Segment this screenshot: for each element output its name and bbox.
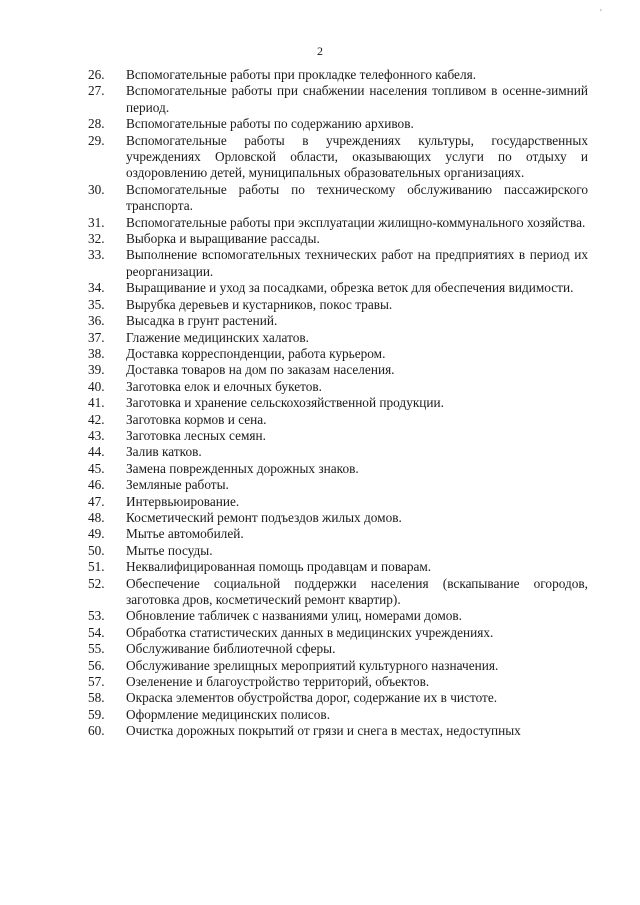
item-text: Заготовка кормов и сена.	[126, 411, 267, 427]
item-number: 50.	[88, 542, 105, 558]
list-item	[88, 215, 588, 231]
list-item	[88, 231, 588, 247]
scan-artifact-mark: '	[600, 8, 602, 19]
list-item	[88, 494, 588, 510]
item-number: 58.	[88, 690, 105, 706]
item-text: Обеспечение социальной поддержки населения (вскапывание огородов, заготовка дров, косметический ремонт квартир).	[126, 575, 588, 607]
item-number: 60.	[88, 723, 105, 739]
item-text: Окраска элементов обустройства дорог, содержание их в чистоте.	[126, 690, 498, 706]
item-number: 37.	[88, 329, 105, 345]
item-number: 46.	[88, 477, 105, 493]
item-number: 32.	[88, 231, 105, 247]
item-number: 52.	[88, 575, 105, 591]
list-item	[88, 280, 588, 296]
list-item	[88, 510, 588, 526]
item-text: Вспомогательные работы по техническому обслуживанию пассажирского транспорта.	[126, 181, 588, 214]
list-item	[88, 461, 588, 477]
item-number: 31.	[88, 214, 105, 230]
item-text: Вырубка деревьев и кустарников, покос травы.	[126, 296, 393, 312]
item-text: Озеленение и благоустройство территорий, объектов.	[126, 674, 430, 690]
item-number: 51.	[88, 559, 105, 575]
item-text: Глажение медицинских халатов.	[126, 329, 309, 345]
item-text: Обработка статистических данных в медицинских учреждениях.	[126, 624, 494, 640]
item-text: Залив катков.	[126, 444, 202, 460]
item-number: 39.	[88, 362, 105, 378]
item-text: Выполнение вспомогательных технических работ на предприятиях в период их реорганизации.	[126, 247, 588, 279]
item-number: 55.	[88, 641, 105, 657]
list-item	[88, 641, 588, 657]
item-text: Мытье посуды.	[126, 542, 213, 558]
list-item	[88, 330, 588, 346]
list-item	[88, 247, 588, 280]
item-text: Замена поврежденных дорожных знаков.	[126, 460, 359, 476]
item-number: 34.	[88, 280, 105, 296]
list-item	[88, 412, 588, 428]
item-text: Мытье автомобилей.	[126, 526, 244, 542]
list-item	[88, 658, 588, 674]
item-number: 53.	[88, 608, 105, 624]
list-item	[88, 297, 588, 313]
list-item	[88, 674, 588, 690]
item-text: Выращивание и уход за посадками, обрезка веток для обеспечения видимости.	[126, 280, 574, 296]
item-text: Земляные работы.	[126, 477, 229, 493]
item-text: Обслуживание библиотечной сферы.	[126, 641, 336, 657]
item-number: 42.	[88, 411, 105, 427]
item-text: Вспомогательные работы при снабжении населения топливом в осенне-зимний период.	[126, 83, 588, 115]
item-number: 45.	[88, 460, 105, 476]
list-item	[88, 67, 588, 83]
list-item	[88, 182, 588, 215]
item-text: Обновление табличек с названиями улиц, номерами домов.	[126, 608, 463, 624]
list-item	[88, 116, 588, 132]
item-number: 49.	[88, 526, 105, 542]
item-text: Оформление медицинских полисов.	[126, 706, 331, 722]
item-number: 54.	[88, 624, 105, 640]
item-text: Выборка и выращивание рассады.	[126, 231, 320, 247]
item-text: Вспомогательные работы по содержанию архивов.	[126, 116, 414, 132]
list-item	[88, 576, 588, 609]
list-item	[88, 444, 588, 460]
list-item	[88, 133, 588, 182]
item-text: Интервьюирование.	[126, 493, 240, 509]
item-number: 38.	[88, 345, 105, 361]
list-item	[88, 362, 588, 378]
item-number: 28.	[88, 116, 105, 132]
item-number: 30.	[88, 181, 105, 197]
item-number: 59.	[88, 706, 105, 722]
list-item	[88, 395, 588, 411]
item-text: Заготовка елок и елочных букетов.	[126, 378, 322, 394]
item-text: Обслуживание зрелищных мероприятий культурного назначения.	[126, 657, 499, 673]
numbered-list	[88, 67, 588, 740]
page-number: 2	[317, 44, 323, 58]
item-number: 40.	[88, 378, 105, 394]
item-text: Доставка товаров на дом по заказам населения.	[126, 362, 395, 378]
item-number: 56.	[88, 657, 105, 673]
item-number: 36.	[88, 313, 105, 329]
list-item	[88, 559, 588, 575]
item-text: Вспомогательные работы в учреждениях культуры, государственных учреждениях Орловской области, оказывающих услуги по отдыху и оздоровлению детей, муниципальных образовательных организациях.	[126, 132, 588, 181]
list-item	[88, 83, 588, 116]
item-number: 47.	[88, 493, 105, 509]
list-item	[88, 379, 588, 395]
list-item	[88, 707, 588, 723]
list-item	[88, 428, 588, 444]
item-number: 26.	[88, 67, 105, 82]
item-text: Косметический ремонт подъездов жилых домов.	[126, 509, 402, 525]
item-text: Заготовка лесных семян.	[126, 427, 266, 443]
list-item	[88, 477, 588, 493]
item-text: Заготовка и хранение сельскохозяйственной продукции.	[126, 395, 444, 411]
item-number: 29.	[88, 132, 105, 148]
list-item	[88, 543, 588, 559]
item-number: 57.	[88, 674, 105, 690]
item-number: 43.	[88, 427, 105, 443]
list-item	[88, 723, 588, 739]
item-text: Вспомогательные работы при прокладке телефонного кабеля.	[126, 67, 477, 82]
item-text: Высадка в грунт растений.	[126, 313, 278, 329]
item-number: 48.	[88, 509, 105, 525]
item-text: Очистка дорожных покрытий от грязи и снега в местах, недоступных	[126, 723, 521, 739]
item-text: Вспомогательные работы при эксплуатации жилищно-коммунального хозяйства.	[126, 214, 586, 230]
list-item	[88, 313, 588, 329]
item-number: 35.	[88, 296, 105, 312]
item-number: 27.	[88, 83, 105, 99]
item-number: 33.	[88, 247, 105, 263]
item-number: 44.	[88, 444, 105, 460]
list-item	[88, 346, 588, 362]
item-number: 41.	[88, 395, 105, 411]
list-item	[88, 625, 588, 641]
list-item	[88, 608, 588, 624]
list-item	[88, 690, 588, 706]
list-item	[88, 526, 588, 542]
item-text: Доставка корреспонденции, работа курьером.	[126, 345, 386, 361]
item-text: Неквалифицированная помощь продавцам и поварам.	[126, 559, 432, 575]
